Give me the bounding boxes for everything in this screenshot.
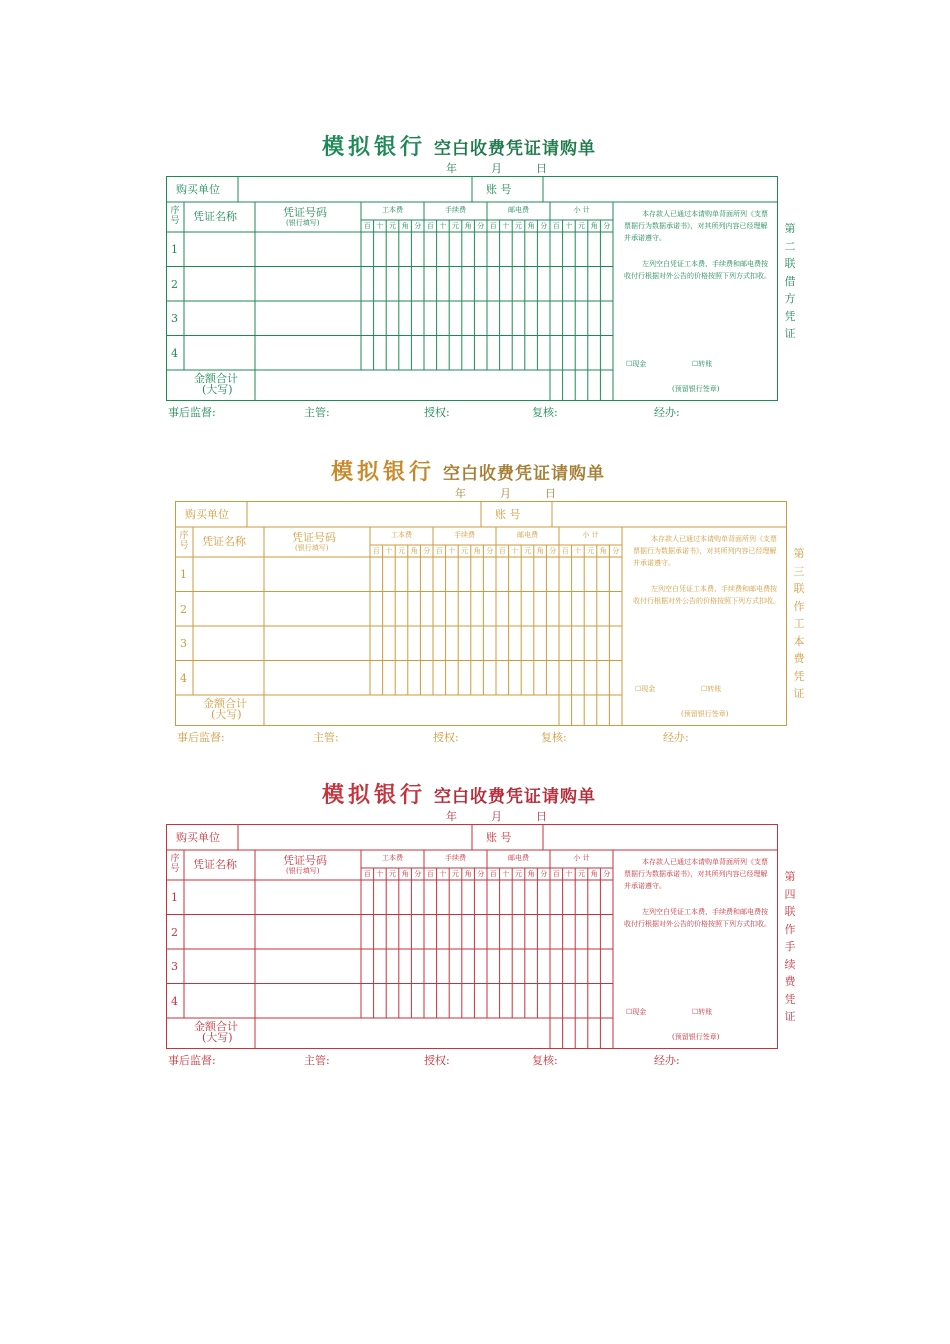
row-number: 2 [171, 925, 178, 939]
unit-label: 角 [410, 547, 418, 555]
account-label: 账 号 [495, 508, 521, 521]
checkbox-icon: ☐ [626, 360, 633, 368]
signature-label: 事后监督: [168, 1054, 216, 1067]
form-grid [0, 130, 950, 430]
seq-header: 序号 [170, 206, 180, 226]
number-header-note: (银行填写) [286, 867, 320, 875]
checkbox-icon: ☐ [692, 360, 699, 368]
unit-label: 元 [514, 222, 522, 230]
unit-label: 元 [514, 870, 522, 878]
year-label: 年 [446, 810, 457, 823]
unit-label: 十 [502, 870, 510, 878]
unit-label: 百 [552, 222, 560, 230]
unit-label: 分 [612, 547, 620, 555]
form-grid [0, 455, 950, 755]
unit-label: 百 [426, 222, 434, 230]
group-header: 邮电费 [517, 531, 538, 539]
unit-label: 十 [439, 222, 447, 230]
seal-note: (预留银行签章) [681, 710, 729, 718]
year-label: 年 [446, 162, 457, 175]
number-header-note: (银行填写) [286, 219, 320, 227]
copy-label: 第二联借方凭证 [784, 222, 796, 340]
unit-label: 元 [451, 222, 459, 230]
number-header-note: (银行填写) [295, 544, 329, 552]
cash-label: 现金 [632, 1008, 647, 1016]
unit-label: 元 [577, 222, 585, 230]
name-header: 凭证名称 [202, 535, 246, 548]
day-label: 日 [536, 810, 547, 823]
checkbox-icon: ☐ [701, 685, 708, 693]
number-header: 凭证号码 [283, 854, 327, 867]
form-subtitle: 空白收费凭证请购单 [443, 464, 606, 484]
unit-label: 角 [590, 870, 598, 878]
form-subtitle: 空白收费凭证请购单 [434, 787, 597, 807]
unit-label: 十 [439, 870, 447, 878]
unit-label: 元 [388, 222, 396, 230]
copy-label: 第四联作手续费凭证 [784, 870, 796, 1023]
bank-name: 模拟银行 [322, 134, 427, 160]
row-number: 4 [180, 671, 187, 685]
unit-label: 角 [401, 870, 409, 878]
unit-label: 分 [414, 870, 422, 878]
unit-label: 元 [586, 547, 594, 555]
unit-label: 十 [376, 222, 384, 230]
row-number: 3 [180, 637, 187, 650]
unit-label: 元 [388, 870, 396, 878]
unit-label: 百 [372, 547, 380, 555]
total-note: (大写) [202, 1031, 233, 1044]
voucher-form-1 [0, 130, 950, 430]
unit-label: 十 [574, 547, 582, 555]
month-label: 月 [491, 162, 502, 175]
row-number: 2 [171, 277, 178, 291]
signature-label: 复核: [541, 731, 567, 744]
unit-label: 百 [435, 547, 443, 555]
signature-label: 主管: [313, 731, 339, 744]
account-label: 账 号 [486, 831, 512, 844]
number-header: 凭证号码 [292, 531, 336, 544]
total-label: 金额合计 [194, 372, 238, 385]
cash-label: 现金 [632, 360, 647, 368]
transfer-label: 转账 [698, 360, 713, 368]
unit-label: 百 [489, 870, 497, 878]
group-header: 工本费 [382, 206, 403, 214]
row-number: 4 [171, 346, 178, 360]
checkbox-icon: ☐ [692, 1008, 699, 1016]
account-label: 账 号 [486, 183, 512, 196]
group-header: 小 计 [573, 206, 590, 214]
unit-label: 十 [376, 870, 384, 878]
voucher-form-2 [0, 455, 950, 755]
transfer-label: 转账 [707, 685, 722, 693]
transfer-checkbox[interactable] [701, 685, 721, 693]
unit-label: 十 [502, 222, 510, 230]
unit-label: 分 [486, 547, 494, 555]
unit-label: 元 [397, 547, 405, 555]
signature-label: 事后监督: [168, 406, 216, 419]
unit-label: 分 [540, 870, 548, 878]
row-number: 1 [171, 891, 178, 904]
group-header: 手续费 [445, 206, 466, 214]
deduction-note: 左列空白凭证工本费、手续费和邮电费按收付行根据对外公告的价格按照下列方式扣收。 [624, 908, 771, 928]
unit-label: 分 [603, 222, 611, 230]
unit-label: 百 [552, 870, 560, 878]
unit-label: 角 [590, 222, 598, 230]
total-note: (大写) [211, 708, 242, 721]
unit-label: 分 [540, 222, 548, 230]
form-grid [0, 778, 950, 1078]
unit-label: 角 [401, 222, 409, 230]
group-header: 工本费 [391, 531, 412, 539]
unit-label: 十 [385, 547, 393, 555]
group-header: 手续费 [445, 854, 466, 862]
unit-label: 分 [414, 222, 422, 230]
signature-label: 经办: [663, 731, 689, 744]
seal-note: (预留银行签章) [672, 1033, 720, 1041]
row-number: 3 [171, 960, 178, 973]
unit-label: 百 [561, 547, 569, 555]
transfer-checkbox[interactable] [692, 1008, 712, 1016]
unit-label: 角 [464, 870, 472, 878]
unit-label: 分 [423, 547, 431, 555]
row-number: 3 [171, 312, 178, 325]
unit-label: 百 [363, 222, 371, 230]
month-label: 月 [491, 810, 502, 823]
group-header: 小 计 [573, 854, 590, 862]
cash-checkbox[interactable] [626, 1008, 646, 1016]
form-subtitle: 空白收费凭证请购单 [434, 139, 597, 159]
transfer-checkbox[interactable] [692, 360, 712, 368]
checkbox-icon: ☐ [635, 685, 642, 693]
day-label: 日 [545, 487, 556, 500]
row-number: 1 [171, 243, 178, 256]
copy-label: 第三联作工本费凭证 [793, 547, 805, 700]
signature-label: 授权: [433, 731, 459, 744]
signature-label: 复核: [532, 1054, 558, 1067]
buyer-label: 购买单位 [176, 183, 220, 196]
unit-label: 百 [498, 547, 506, 555]
unit-label: 元 [451, 870, 459, 878]
voucher-form-3 [0, 778, 950, 1078]
buyer-label: 购买单位 [176, 831, 220, 844]
unit-label: 角 [527, 222, 535, 230]
bank-name: 模拟银行 [331, 459, 436, 485]
unit-label: 十 [448, 547, 456, 555]
row-number: 2 [180, 602, 187, 616]
unit-label: 十 [565, 222, 573, 230]
bank-name: 模拟银行 [322, 782, 427, 808]
deduction-note: 左列空白凭证工本费、手续费和邮电费按收付行根据对外公告的价格按照下列方式扣收。 [624, 260, 771, 280]
seq-header: 序号 [179, 531, 189, 551]
unit-label: 角 [464, 222, 472, 230]
unit-label: 分 [603, 870, 611, 878]
year-label: 年 [455, 487, 466, 500]
group-header: 小 计 [582, 531, 599, 539]
row-number: 1 [180, 568, 187, 581]
unit-label: 百 [489, 222, 497, 230]
seal-note: (预留银行签章) [672, 385, 720, 393]
signature-label: 授权: [424, 406, 450, 419]
unit-label: 百 [426, 870, 434, 878]
day-label: 日 [536, 162, 547, 175]
group-header: 邮电费 [508, 206, 529, 214]
buyer-label: 购买单位 [185, 508, 229, 521]
unit-label: 分 [549, 547, 557, 555]
number-header: 凭证号码 [283, 206, 327, 219]
cash-checkbox[interactable] [635, 685, 655, 693]
unit-label: 百 [363, 870, 371, 878]
total-label: 金额合计 [203, 697, 247, 710]
commitment-note: 本存款人已通过本请购单背面所列《支票票据行为数据承诺书》，对其所列内容已经理解并承诺遵守。 [633, 535, 777, 567]
unit-label: 角 [536, 547, 544, 555]
unit-label: 角 [599, 547, 607, 555]
group-header: 工本费 [382, 854, 403, 862]
unit-label: 角 [527, 870, 535, 878]
total-label: 金额合计 [194, 1020, 238, 1033]
unit-label: 分 [477, 222, 485, 230]
commitment-note: 本存款人已通过本请购单背面所列《支票票据行为数据承诺书》，对其所列内容已经理解并承诺遵守。 [624, 858, 768, 890]
signature-label: 经办: [654, 406, 680, 419]
unit-label: 元 [577, 870, 585, 878]
signature-label: 事后监督: [177, 731, 225, 744]
name-header: 凭证名称 [193, 210, 237, 223]
deduction-note: 左列空白凭证工本费、手续费和邮电费按收付行根据对外公告的价格按照下列方式扣收。 [633, 585, 780, 605]
signature-label: 主管: [304, 1054, 330, 1067]
group-header: 手续费 [454, 531, 475, 539]
signature-label: 授权: [424, 1054, 450, 1067]
unit-label: 角 [473, 547, 481, 555]
row-number: 4 [171, 994, 178, 1008]
total-note: (大写) [202, 383, 233, 396]
month-label: 月 [500, 487, 511, 500]
transfer-label: 转账 [698, 1008, 713, 1016]
unit-label: 元 [523, 547, 531, 555]
signature-label: 经办: [654, 1054, 680, 1067]
cash-checkbox[interactable] [626, 360, 646, 368]
name-header: 凭证名称 [193, 858, 237, 871]
cash-label: 现金 [641, 685, 656, 693]
seq-header: 序号 [170, 854, 180, 874]
unit-label: 十 [565, 870, 573, 878]
unit-label: 十 [511, 547, 519, 555]
unit-label: 分 [477, 870, 485, 878]
signature-label: 复核: [532, 406, 558, 419]
unit-label: 元 [460, 547, 468, 555]
signature-label: 主管: [304, 406, 330, 419]
commitment-note: 本存款人已通过本请购单背面所列《支票票据行为数据承诺书》，对其所列内容已经理解并承诺遵守。 [624, 210, 768, 242]
checkbox-icon: ☐ [626, 1008, 633, 1016]
group-header: 邮电费 [508, 854, 529, 862]
